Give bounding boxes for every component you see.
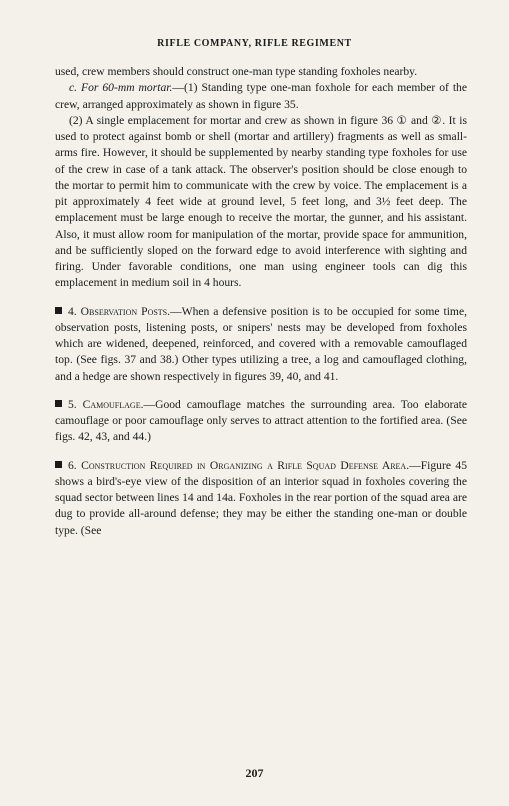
section-5-heading: 5. Camouflage. — [68, 397, 144, 411]
section-4-heading: 4. Observation Posts. — [68, 304, 171, 318]
section-4 — [55, 304, 467, 385]
page-number: 207 — [245, 766, 264, 780]
section-6-text: —Figure 45 shows a bird's-eye view of the disposition of an interior squad in foxholes covering the squad sector between lines 14 and 14a. Foxholes in the rear portion of the squad area are dug to provide all-around defense; they may be either the standing one-man or double type. (See — [55, 458, 468, 537]
paragraph-c — [55, 80, 467, 113]
section-6-heading: 6. Construction Required in Organizing a Rifle Squad Defense Area. — [68, 458, 410, 472]
body-text — [55, 64, 467, 539]
section-6 — [55, 458, 467, 539]
paragraph-c-label: c. For 60-mm mortar. — [69, 81, 173, 95]
section-5 — [55, 397, 467, 446]
section-4-text: —When a defensive position is to be occupied for some time, observation posts, listening posts, or snipers' nests may be developed from foxholes which are widened, deepened, reinforced, and covered with a removable camouflaged top. (See figs. 37 and 38.) Other types utilizing a tree, a log and camouflaged clothing, and a hedge are shown respectively in figures 39, 40, and 41. — [55, 304, 467, 383]
paragraph-c-text: —(1) Standing type one-man foxhole for each member of the crew, arranged approximately as shown in figure 35. — [55, 81, 468, 111]
section-bullet-icon — [55, 461, 62, 468]
section-bullet-icon — [55, 400, 62, 407]
section-5-text: —Good camouflage matches the surrounding area. Too elaborate camouflage or poor camouflage only serves to attract attention to the fortified area. (See figs. 42, 43, and 44.) — [55, 397, 467, 444]
paragraph-continuation: used, crew members should construct one-man type standing foxholes nearby. — [55, 65, 418, 78]
paragraph-2: (2) A single emplacement for mortar and crew as shown in figure 36 ① and ②. It is used to protect against bomb or shell (mortar and artillery) fragments as well as small-arms fire. However, it should be supplemented by nearby standing type foxholes for use of the crew in case of a tank attack. The observer's position should be close enough to the mortar to permit him to communicate with the crew by voice. The emplacement is a pit approximately 4 feet wide at ground level, 5 feet long, and 3½ feet deep. The emplacement must be large enough to receive the mortar, the gunner, and his assistant. Also, it must allow room for manipulation of the mortar, provide space for ammunition, and be sufficiently sloped on the forward edge to avoid interference with sighting and firing. Under favorable conditions, one man using engineer tools can dig this emplacement in medium soil in 4 hours. — [55, 113, 467, 290]
section-bullet-icon — [55, 307, 62, 314]
running-header: RIFLE COMPANY, RIFLE REGIMENT — [157, 38, 352, 49]
